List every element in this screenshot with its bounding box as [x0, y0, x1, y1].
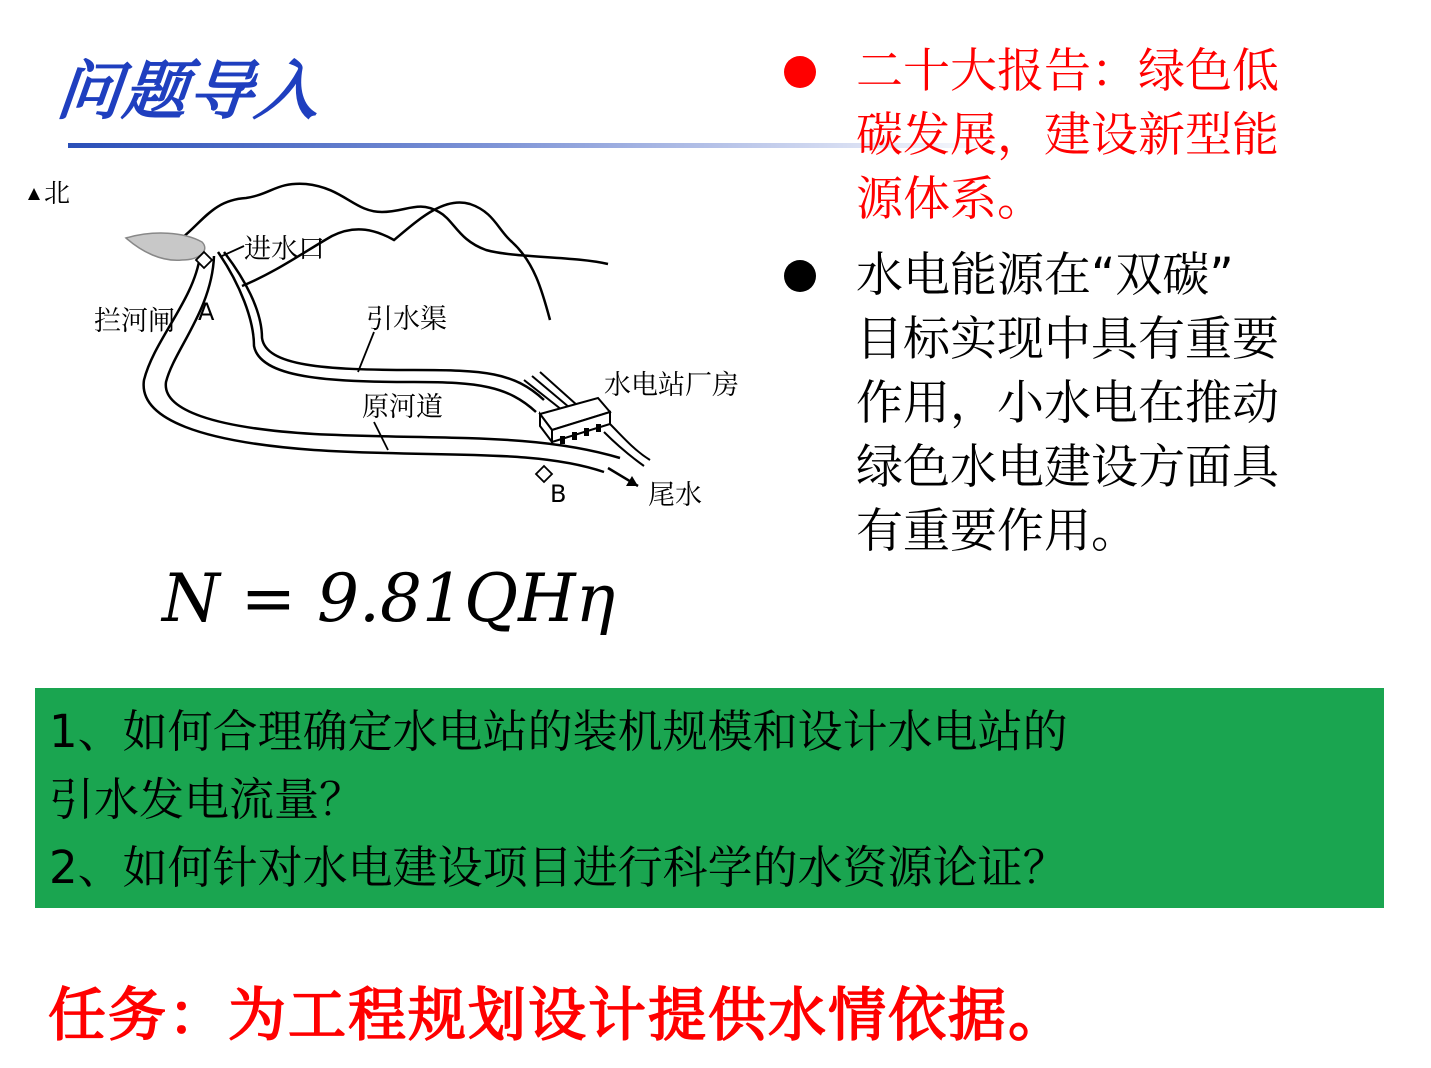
bullet-item-hydropower [782, 244, 1402, 564]
point-b-label: B [550, 480, 567, 508]
penstock [540, 372, 578, 406]
bullet-list [782, 40, 1402, 564]
bullet-line: 有重要作用。 [856, 504, 1138, 559]
original-river-label: 原河道 [362, 392, 443, 423]
bullet-item-report [782, 40, 1402, 232]
question-box [35, 688, 1384, 908]
hydropower-station-diagram [14, 160, 794, 550]
leader-line [222, 246, 244, 256]
powerhouse-label: 水电站厂房 [604, 370, 739, 401]
bullet-line: 源体系。 [856, 172, 1044, 227]
tailwater-label: 尾水 [648, 480, 702, 511]
intake-label: 进水口 [244, 234, 325, 265]
bullet-line: 二十大报告：绿色低 [856, 44, 1279, 99]
bullet-line: 目标实现中具有重要 [856, 312, 1279, 367]
power-formula: N = 9.81QHη [162, 560, 616, 637]
powerhouse-icon [540, 398, 610, 444]
question-line: 引水发电流量？ [49, 773, 365, 826]
bullet-line: 绿色水电建设方面具 [856, 440, 1279, 495]
page-title: 问题导入 [53, 55, 326, 129]
north-arrow-icon [28, 188, 40, 200]
canal-label: 引水渠 [366, 304, 447, 335]
reservoir [126, 233, 205, 260]
bullet-line: 作用，小水电在推动 [856, 376, 1279, 431]
bullet-line: 水电能源在“双碳” [856, 248, 1234, 303]
question-line: 1、如何合理确定水电站的装机规模和设计水电站的 [49, 705, 1068, 758]
task-statement: 任务：为工程规划设计提供水情依据。 [48, 981, 1069, 1049]
dam-label: 拦河闸 [94, 306, 175, 337]
bullet-line: 碳发展，建设新型能 [856, 108, 1279, 163]
north-label: 北 [44, 179, 71, 209]
question-line: 2、如何针对水电建设项目进行科学的水资源论证？ [49, 841, 1068, 894]
point-a-label: A [198, 298, 215, 326]
river-bank [144, 256, 604, 472]
leader-line [358, 332, 374, 372]
bullet-dot-icon [784, 56, 816, 88]
